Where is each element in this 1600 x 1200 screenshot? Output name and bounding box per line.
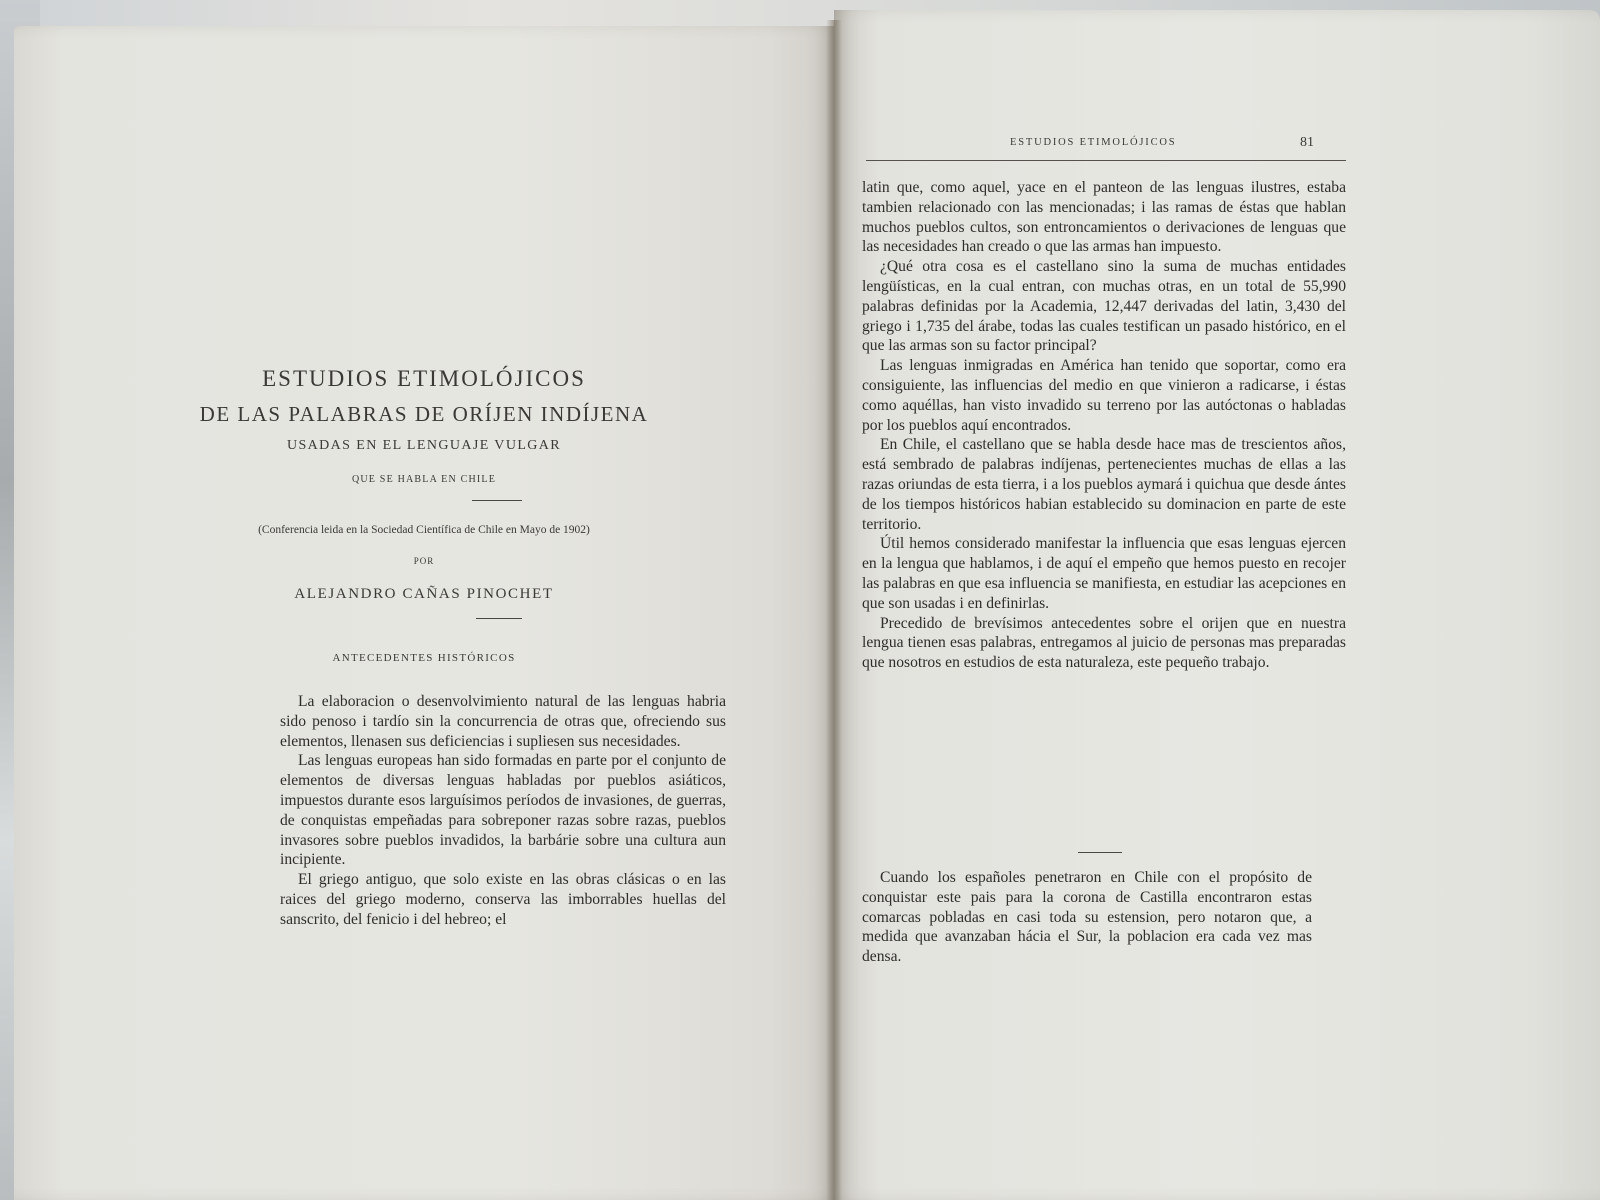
title-divider (472, 500, 522, 501)
right-body-text-2 (862, 868, 1312, 967)
article-subtitle-2: USADAS EN EL LENGUAJE VULGAR (286, 438, 562, 453)
paragraph: En Chile, el castellano que se habla desde hace mas de trescientos años, está sembrado de palabras indíjenas, pertenecientes muchas de ellas a las razas oriundas de esta tierra, i a los pueblos aymará i quichua que desde ántes de los tiempos históricos habian establecido su dominacion en parte de este territorio. (862, 436, 1346, 533)
article-subtitle: DE LAS PALABRAS DE ORÍJEN INDÍJENA (199, 402, 649, 426)
author-divider (476, 618, 522, 619)
left-page (14, 26, 834, 1200)
article-subtitle-3: QUE SE HABLA EN CHILE (351, 474, 497, 485)
continued-paragraph: latin que, como aquel, yace en el panteon de las lenguas ilustres, estaba tambien relacionado con las mencionadas; i las ramas de éstas que hablan muchos pueblos cultos, son entroncamientos o derivaciones de lenguas que las necesidades han creado o que las armas han impuesto. (862, 179, 1346, 256)
paragraph: Cuando los españoles penetraron en Chile con el propósito de conquistar este pais para la corona de Castilla encontraron estas comarcas pobladas en casi toda su estension, pero notaron que, a medida que avanzaban hácia el Sur, la poblacion era cada vez mas densa. (862, 869, 1312, 966)
section-break-rule (1078, 852, 1122, 853)
section-heading: ANTECEDENTES HISTÓRICOS (332, 652, 516, 664)
left-body-text (280, 692, 726, 930)
paragraph: La elaboracion o desenvolvimiento natural de las lenguas habria sido penoso i tardío sin la concurrencia de otras que, ofreciendo sus elementos, llenasen sus deficiencias i supliesen sus necesidades. (280, 693, 726, 750)
paragraph: El griego antiguo, que solo existe en las obras clásicas o en las raices del griego moderno, conserva las imborrables huellas del sanscrito, del fenicio i del hebreo; el (280, 871, 726, 928)
by-label: POR (413, 556, 435, 566)
right-body-text (862, 178, 1346, 673)
paragraph: Las lenguas europeas han sido formadas en parte por el conjunto de elementos de diversas lenguas habladas por pueblos asiáticos, impuestos durante esos larguísimos períodos de invasiones, de guerras, de conquistas empeñadas para sobreponer razas sobre razas, pueblos invasores sobre pueblos invadidos, la barbárie sobre una cultura aun incipiente. (280, 752, 726, 869)
author-name: ALEJANDRO CAÑAS PINOCHET (294, 586, 554, 602)
article-title: ESTUDIOS ETIMOLÓJICOS (262, 366, 586, 391)
page-number: 81 (1300, 135, 1314, 150)
paragraph: Las lenguas inmigradas en América han tenido que soportar, como era consiguiente, las influencias del medio en que vinieron a radicarse, i éstas como aquéllas, han visto invadido su terreno por las autóctonas o habladas por los pueblos aquí encontrados. (862, 357, 1346, 434)
running-head: ESTUDIOS ETIMOLÓJICOS (1010, 137, 1177, 148)
paragraph: ¿Qué otra cosa es el castellano sino la suma de muchas entidades lengüísticas, en la cual entran, con muchas otras, en un total de 55,990 palabras definidas por la Academia, 12,447 derivadas del latin, 3,430 del griego i 1,735 del árabe, todas las cuales testifican un pasado histórico, en el que las armas son su factor principal? (862, 258, 1346, 355)
header-rule (866, 160, 1346, 161)
paragraph: Precedido de brevísimos antecedentes sobre el orijen que en nuestra lengua tienen esas palabras, entregamos al juicio de personas mas preparadas que nosotros en estudios de esta naturaleza, este pequeño trabajo. (862, 614, 1346, 672)
conference-note: (Conferencia leida en la Sociedad Científica de Chile en Mayo de 1902) (258, 524, 590, 536)
paragraph: Útil hemos considerado manifestar la influencia que esas lenguas ejercen en la lengua que hablamos, i de aquí el empeño que hemos puesto en recojer las palabras en que esa influencia se manifiesta, en estudiar las acepciones en que son usadas i en definirlas. (862, 535, 1346, 612)
book-gutter (826, 20, 842, 1200)
